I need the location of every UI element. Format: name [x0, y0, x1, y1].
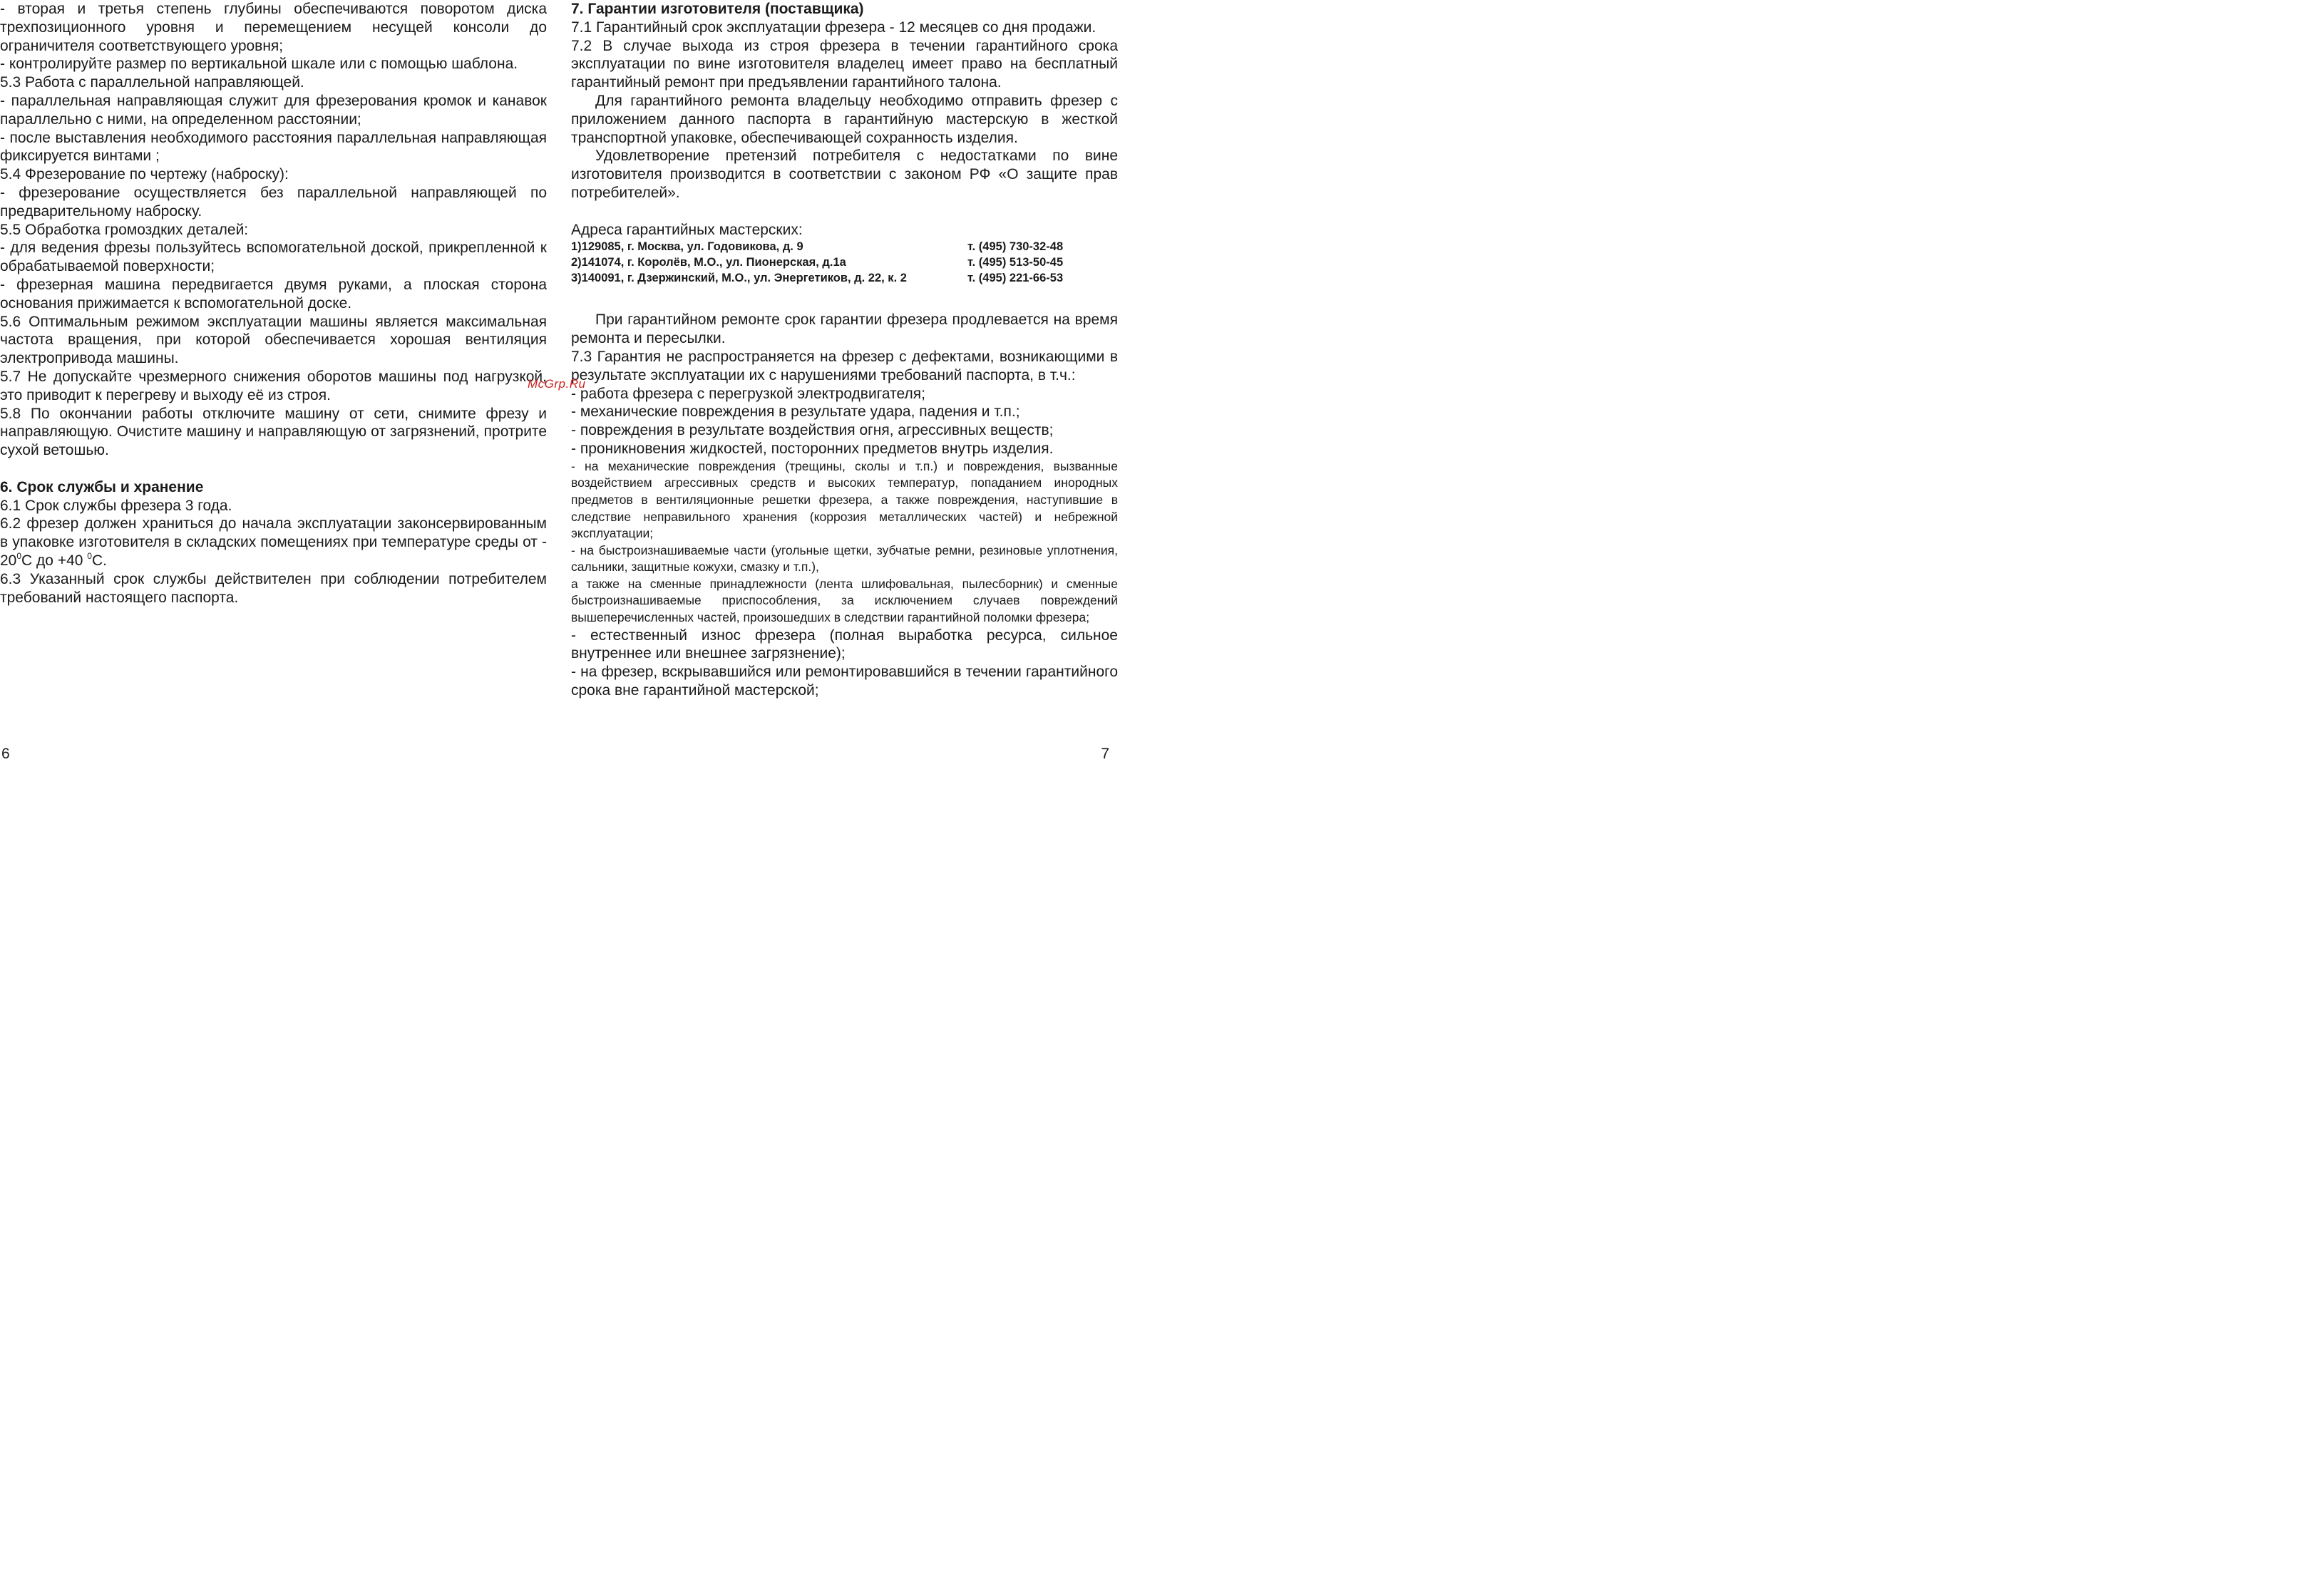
left-paragraph: - параллельная направляющая служит для фрезерования кромок и канавок параллельно с ними, на определенном расстоянии; — [0, 92, 547, 128]
section-6-2-text-mid: С до +40 — [21, 552, 88, 569]
left-paragraph: 5.7 Не допускайте чрезмерного снижения оборотов машины под нагрузкой, это приводит к перегреву и выходу её из строя. — [0, 368, 547, 403]
right-column — [571, 0, 1118, 700]
section-6-3: 6.3 Указанный срок службы действителен при соблюдении потребителем требований настоящего паспорта. — [0, 570, 547, 606]
spacer — [571, 202, 1118, 221]
repair-send-paragraph: Для гарантийного ремонта владельцу необходимо отправить фрезер с приложением данного паспорта в гарантийную мастерскую в жесткой транспортной упаковке, обеспечивающей сохранность изделия. — [571, 92, 1118, 146]
left-paragraph: - контролируйте размер по вертикальной шкале или с помощью шаблона. — [0, 56, 518, 73]
section-6-2-text: 6.2 фрезер должен храниться до начала эксплуатации законсервированным в упаковке изготовителя в складских помещениях при температуре среды от - 20 — [0, 515, 547, 569]
exclusion-item-small: а также на сменные принадлежности (лента шлифовальная, пылесборник) и сменные быстроизнашиваемые приспособления, за исключением случаев повреждений вышеперечисленных частей, произошедших в следствии гарантийной поломки фрезера; — [571, 576, 1118, 625]
left-paragraph: - фрезерная машина передвигается двумя руками, а плоская сторона основания прижимается к вспомогательной доске. — [0, 276, 547, 312]
address-row — [571, 254, 1063, 270]
address-row — [571, 270, 1063, 286]
address-row — [571, 239, 1063, 254]
spacer — [0, 460, 547, 478]
left-paragraph: 5.8 По окончании работы отключите машину от сети, снимите фрезу и направляющую. Очистите машину и направляющую от загрязнений, протрите сухой ветошью. — [0, 405, 547, 459]
page-number: 6 — [1, 746, 10, 762]
spacer — [571, 286, 1118, 311]
section-6-2 — [0, 515, 547, 570]
watermark: McGrp.Ru — [528, 377, 586, 391]
degree-sign: 0 — [16, 550, 22, 561]
exclusion-item: - работа фрезера с перегрузкой электродвигателя; — [571, 385, 925, 402]
exclusion-item: - повреждения в результате воздействия огня, агрессивных веществ; — [571, 422, 1054, 439]
right-page — [571, 0, 1118, 770]
exclusion-item: - естественный износ фрезера (полная выработка ресурса, сильное внутреннее или внешнее загрязнение); — [571, 627, 1118, 662]
exclusion-item: - на фрезер, вскрывавшийся или ремонтировавшийся в течении гарантийного срока вне гарантийной мастерской; — [571, 664, 1118, 699]
exclusion-item-small: - на механические повреждения (трещины, сколы и т.п.) и повреждения, вызванные воздействием агрессивных средств и высоких температур, попаданием инородных предметов в вентиляционные решетки фрезера, а также повреждения, наступившие в следствие неправильного хранения (коррозия металлических частей) и небрежной эксплуатации; — [571, 458, 1118, 541]
left-paragraph: - после выставления необходимого расстояния параллельная направляющая фиксируется винтами ; — [0, 129, 547, 165]
section-6-1: 6.1 Срок службы фрезера 3 года. — [0, 497, 232, 514]
section-7-3: 7.3 Гарантия не распространяется на фрезер с дефектами, возникающими в результате эксплуатации их с нарушениями требований паспорта, в т.ч.: — [571, 348, 1118, 383]
left-paragraph: 5.3 Работа с параллельной направляющей. — [0, 74, 304, 91]
address: 1)129085, г. Москва, ул. Годовикова, д. 9 — [571, 240, 803, 254]
left-paragraph: - фрезерование осуществляется без параллельной направляющей по предварительному наброску. — [0, 184, 547, 220]
address: 2)141074, г. Королёв, М.О., ул. Пионерская, д.1а — [571, 256, 846, 269]
left-paragraph: - для ведения фрезы пользуйтесь вспомогательной доской, прикрепленной к обрабатываемой поверхности; — [0, 240, 547, 275]
section-7-2: 7.2 В случае выхода из строя фрезера в течении гарантийного срока эксплуатации по вине изготовителя владелец имеет право на бесплатный гарантийный ремонт при предъявлении гарантийного талона. — [571, 37, 1118, 91]
section-6-2-text-end: С. — [91, 552, 107, 569]
degree-sign: 0 — [87, 550, 92, 561]
phone: т. (495) 513-50-45 — [967, 256, 1064, 269]
left-paragraph: 5.4 Фрезерование по чертежу (наброску): — [0, 166, 289, 183]
warranty-extension-paragraph: При гарантийном ремонте срок гарантии фрезера продлевается на время ремонта и пересылки. — [571, 312, 1118, 347]
exclusion-item: - проникновения жидкостей, посторонних предметов внутрь изделия. — [571, 440, 1054, 457]
left-paragraph: 5.5 Обработка громоздких деталей: — [0, 221, 249, 238]
page-number: 7 — [1101, 746, 1109, 762]
left-page — [0, 0, 547, 770]
phone: т. (495) 730-32-48 — [967, 240, 1064, 254]
section-6-heading: 6. Срок службы и хранение — [0, 478, 204, 495]
addresses-table — [571, 239, 1063, 286]
exclusion-item-small: - на быстроизнашиваемые части (угольные щетки, зубчатые ремни, резиновые уплотнения, сальники, защитные кожухи, смазку и т.п.), — [571, 542, 1118, 575]
address: 3)140091, г. Дзержинский, М.О., ул. Энергетиков, д. 22, к. 2 — [571, 272, 907, 285]
section-7-1: 7.1 Гарантийный срок эксплуатации фрезера - 12 месяцев со дня продажи. — [571, 19, 1096, 36]
left-paragraph: - вторая и третья степень глубины обеспечиваются поворотом диска трехпозиционного уровня и перемещением несущей консоли до ограничителя соответствующего уровня; — [0, 1, 547, 54]
left-paragraph: 5.6 Оптимальным режимом эксплуатации машины является максимальная частота вращения, при которой обеспечивается хорошая вентиляция электропривода машины. — [0, 313, 547, 367]
exclusion-item: - механические повреждения в результате удара, падения и т.п.; — [571, 403, 1020, 421]
section-7-heading: 7. Гарантии изготовителя (поставщика) — [571, 1, 864, 17]
phone: т. (495) 221-66-53 — [967, 272, 1064, 285]
addresses-title: Адреса гарантийных мастерских: — [571, 221, 803, 238]
left-column — [0, 0, 547, 607]
claims-paragraph: Удовлетворение претензий потребителя с недостатками по вине изготовителя производится в соответствии с законом РФ «О защите прав потребителей». — [571, 148, 1118, 201]
